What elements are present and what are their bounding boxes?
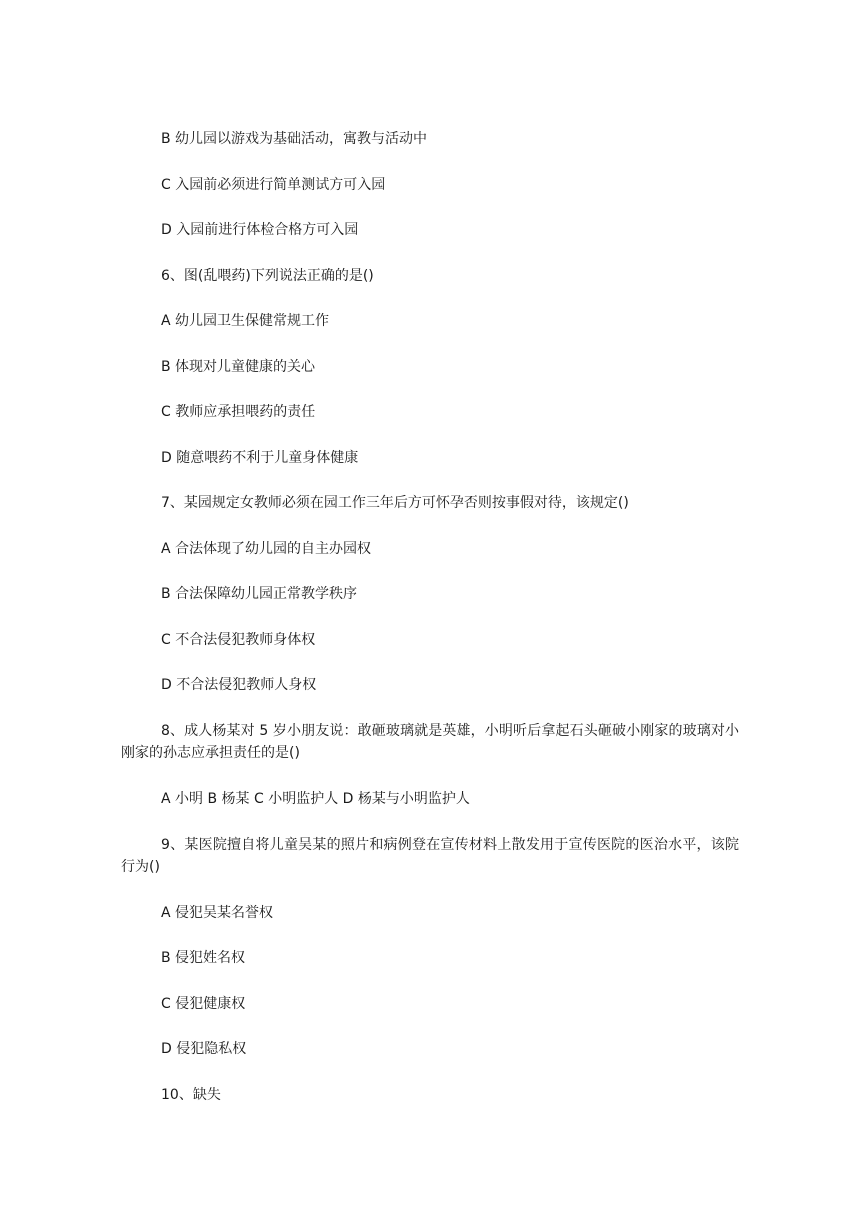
option-d-q6: D 随意喂药不利于儿童身体健康: [161, 450, 359, 466]
option-b-q7: B 合法保障幼儿园正常教学秩序: [161, 586, 358, 602]
option-b-q6: B 体现对儿童健康的关心: [161, 359, 316, 375]
option-d-q9: D 侵犯隐私权: [161, 1041, 247, 1057]
option-d-q5: D 入园前进行体检合格方可入园: [161, 222, 359, 238]
option-a-q6: A 幼儿园卫生保健常规工作: [161, 313, 330, 329]
option-a-q7: A 合法体现了幼儿园的自主办园权: [161, 541, 372, 557]
question-8: 8、成人杨某对 5 岁小朋友说：敢砸玻璃就是英雄，小明听后拿起石头砸破小刚家的玻璃对小刚家的孙志应承担责任的是(): [121, 723, 739, 761]
question-9: 9、某医院擅自将儿童吴某的照片和病例登在宣传材料上散发用于宣传医院的医治水平，该院行为(): [121, 837, 739, 875]
option-c-q6: C 教师应承担喂药的责任: [161, 404, 316, 420]
option-a-q9: A 侵犯吴某名誉权: [161, 905, 274, 921]
option-c-q9: C 侵犯健康权: [161, 996, 246, 1012]
question-7: 7、某园规定女教师必须在园工作三年后方可怀孕否则按事假对待，该规定(): [161, 495, 629, 511]
option-c-q5: C 入园前必须进行简单测试方可入园: [161, 177, 386, 193]
question-6: 6、图(乱喂药)下列说法正确的是(): [161, 268, 374, 284]
option-c-q7: C 不合法侵犯教师身体权: [161, 632, 316, 648]
question-10: 10、缺失: [161, 1087, 221, 1103]
option-d-q7: D 不合法侵犯教师人身权: [161, 677, 317, 693]
option-b-q9: B 侵犯姓名权: [161, 950, 246, 966]
options-q8: A 小明 B 杨某 C 小明监护人 D 杨某与小明监护人: [161, 791, 470, 807]
option-b-q5: B 幼儿园以游戏为基础活动，寓教与活动中: [161, 131, 428, 147]
